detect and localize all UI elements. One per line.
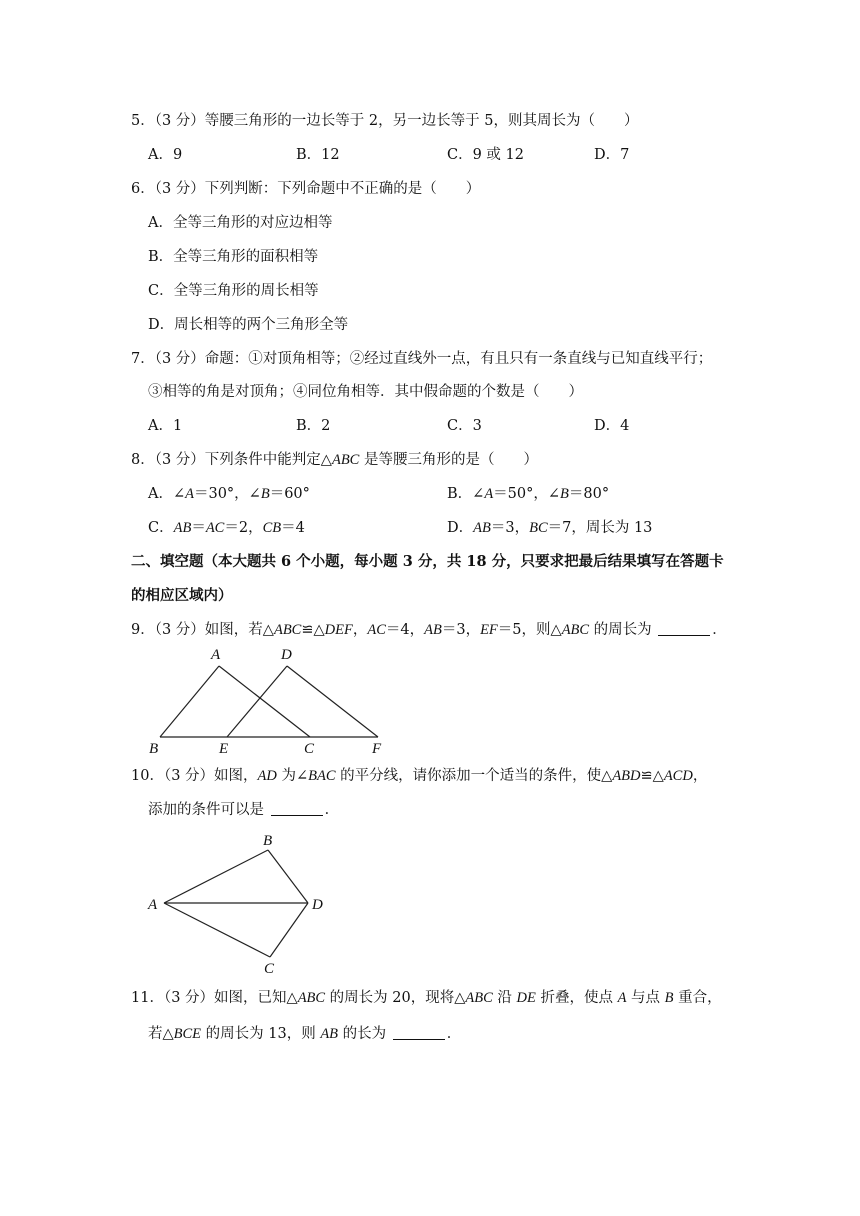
q8-option-b: B．∠A＝50°，∠B＝80° (447, 486, 610, 502)
q5-option-c: C．9 或 12 (447, 147, 524, 163)
q9-label-d: D (281, 647, 292, 663)
q11-answer-blank[interactable] (393, 1025, 445, 1040)
q7-option-c: C．3 (447, 418, 482, 434)
q9-label-c: C (304, 741, 315, 757)
q7-option-a: A．1 (148, 418, 183, 434)
section-2-heading-line2: 的相应区域内） (131, 587, 233, 604)
q7-stem-line2: ③相等的角是对顶角；④同位角相等．其中假命题的个数是（ ） (148, 384, 583, 400)
q9-side-df (287, 666, 378, 737)
section-2-heading-line1: 二、填空题（本大题共 6 个小题，每小题 3 分，共 18 分，只要求把最后结果填写在答题卡 (131, 553, 724, 570)
q6-option-b: B．全等三角形的面积相等 (148, 249, 319, 265)
q10-side-bd (268, 850, 308, 903)
q10-label-b: B (263, 833, 273, 849)
q9-label-b: B (149, 741, 159, 757)
q9-side-ba (160, 666, 219, 737)
q7-stem-line1: 7．（3 分）命题：①对顶角相等；②经过直线外一点，有且只有一条直线与已知直线平行； (131, 351, 713, 367)
q9-answer-blank[interactable] (658, 621, 710, 636)
q10-answer-blank[interactable] (271, 801, 323, 816)
q5-option-b: B．12 (296, 147, 340, 163)
q9-label-e: E (219, 741, 229, 757)
q8-option-c: C．AB＝AC＝2，CB＝4 (148, 520, 305, 536)
q9-side-ed (227, 666, 287, 737)
q10-figure (140, 826, 340, 978)
q10-stem-line1: 10．（3 分）如图，AD 为∠BAC 的平分线，请你添加一个适当的条件，使△ABD≌△ACD， (131, 768, 708, 784)
q5-option-a: A．9 (148, 147, 183, 163)
q11-stem-line1: 11．（3 分）如图，已知△ABC 的周长为 20，现将△ABC 沿 DE 折叠，使点 A 与点 B 重合， (131, 990, 722, 1006)
q10-side-ac (164, 903, 270, 957)
q7-option-d: D．4 (594, 418, 630, 434)
q9-label-f: F (372, 741, 382, 757)
q8-option-d: D．AB＝3，BC＝7，周长为 13 (447, 520, 653, 536)
q5-stem: 5．（3 分）等腰三角形的一边长等于 2，另一边长等于 5，则其周长为（ ） (131, 113, 639, 129)
q10-label-c: C (264, 961, 275, 977)
q10-label-d: D (312, 897, 323, 913)
q10-side-cd (270, 903, 308, 957)
q11-stem-line2: 若△BCE 的周长为 13，则 AB 的长为 ． (148, 1026, 462, 1042)
q10-side-ab (164, 850, 268, 903)
q8-stem: 8．（3 分）下列条件中能判定△ABC 是等腰三角形的是（ ） (131, 452, 538, 468)
q9-label-a: A (211, 647, 221, 663)
q7-option-b: B．2 (296, 418, 331, 434)
q10-stem-line2: 添加的条件可以是 ． (148, 802, 340, 818)
q9-stem: 9．（3 分）如图，若△ABC≌△DEF，AC＝4，AB＝3，EF＝5，则△ABC 的周长为 ． (131, 622, 727, 638)
q6-option-a: A．全等三角形的对应边相等 (148, 215, 333, 231)
q9-side-ac (219, 666, 310, 737)
q10-label-a: A (148, 897, 158, 913)
q6-option-c: C．全等三角形的周长相等 (148, 283, 319, 299)
q6-option-d: D．周长相等的两个三角形全等 (148, 317, 349, 333)
q8-option-a: A．∠A＝30°，∠B＝60° (148, 486, 310, 502)
q9-figure (140, 642, 400, 760)
q6-stem: 6．（3 分）下列判断：下列命题中不正确的是（ ） (131, 181, 481, 197)
q5-option-d: D．7 (594, 147, 630, 163)
